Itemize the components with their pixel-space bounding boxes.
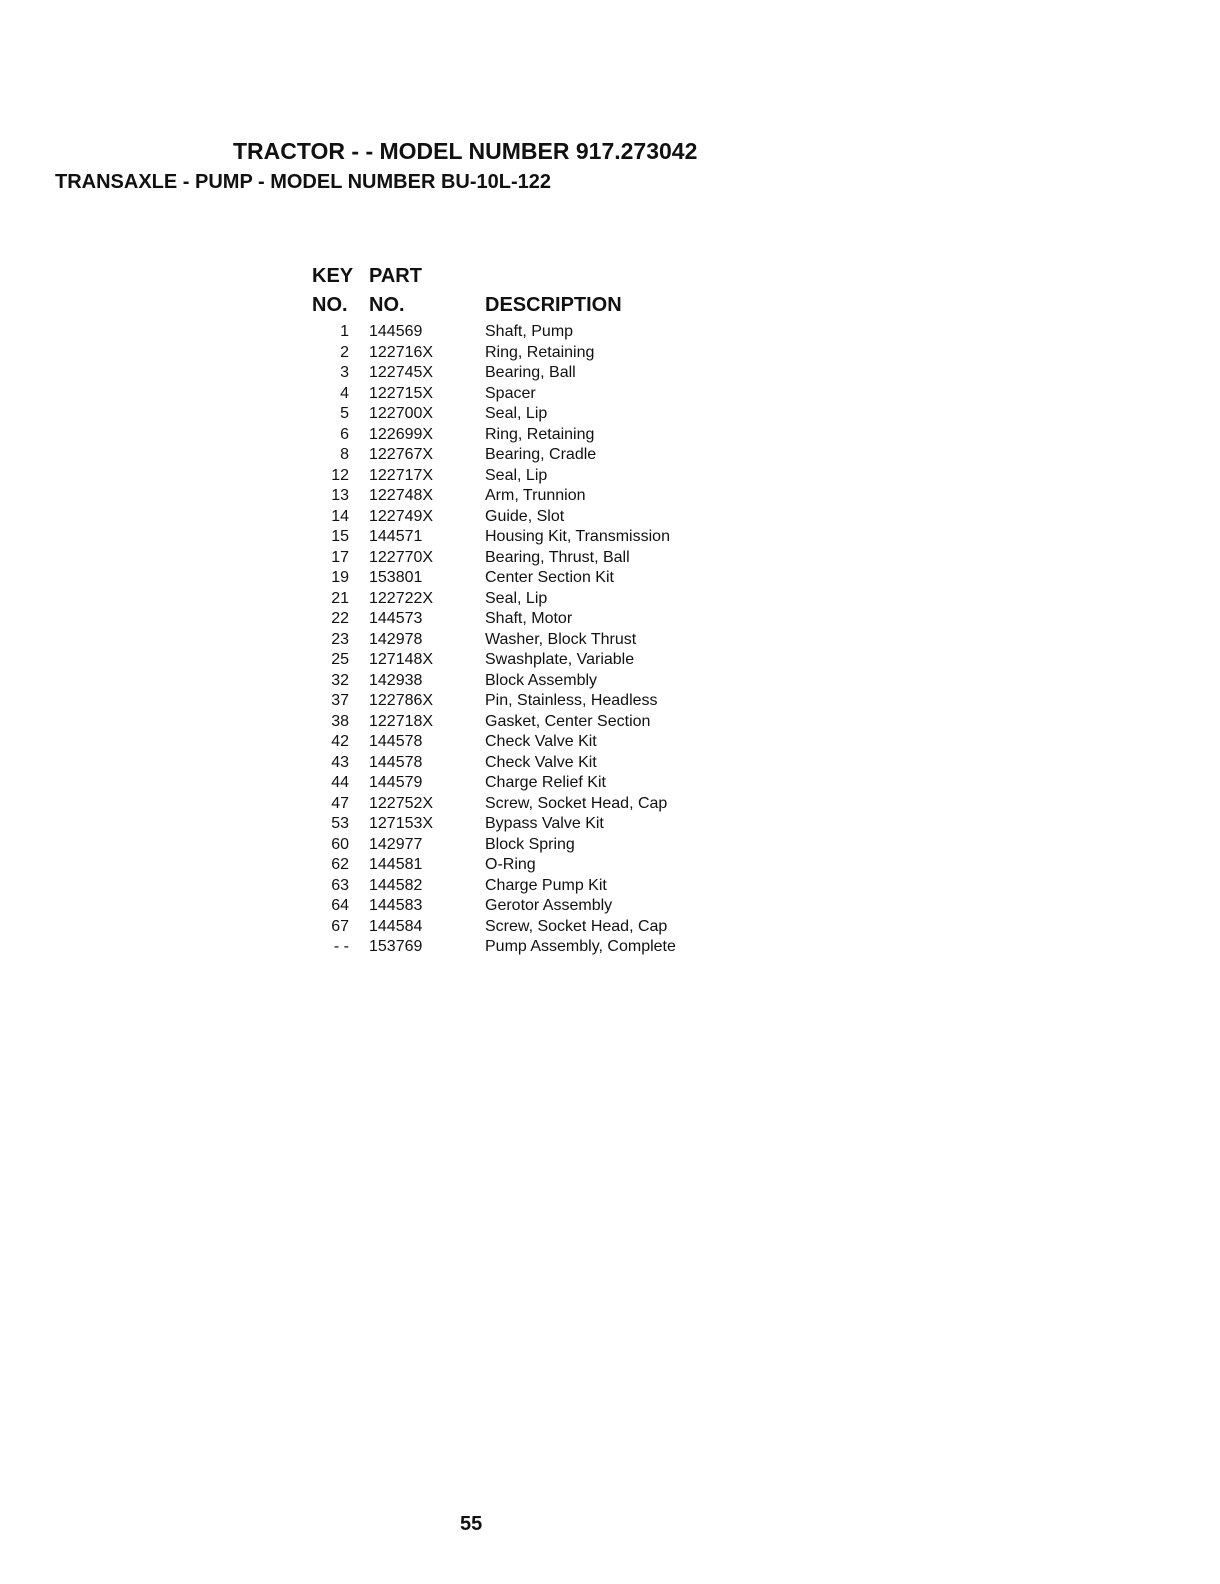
part-description: Bearing, Cradle	[485, 446, 597, 463]
key-number: 15	[331, 528, 349, 545]
part-number: 153801	[369, 569, 423, 586]
header-description: DESCRIPTION	[485, 294, 622, 316]
part-number: 122748X	[369, 487, 434, 504]
header-part-line2: NO.	[369, 294, 405, 316]
part-number: 122722X	[369, 589, 434, 607]
table-row	[300, 363, 760, 384]
part-description: Bearing, Thrust, Ball	[485, 548, 630, 566]
part-description: Seal, Lip	[485, 405, 548, 422]
part-description: Arm, Trunnion	[485, 487, 586, 504]
part-number: 122699X	[369, 425, 434, 443]
part-description: Center Section Kit	[485, 569, 614, 586]
table-row	[300, 671, 760, 692]
key-number: 62	[331, 856, 349, 873]
table-row	[300, 773, 760, 794]
part-description: O-Ring	[485, 856, 536, 873]
part-description: Shaft, Motor	[485, 610, 573, 627]
key-number: 6	[340, 425, 349, 443]
header-key-line2: NO.	[312, 294, 348, 316]
table-row	[300, 322, 760, 343]
parts-rows	[300, 322, 760, 958]
key-number: 13	[331, 487, 349, 504]
key-number: 12	[331, 466, 349, 484]
key-number: 3	[340, 364, 349, 381]
table-row	[300, 548, 760, 569]
table-row	[300, 609, 760, 630]
key-number: 42	[331, 733, 349, 750]
part-description: Pin, Stainless, Headless	[485, 692, 658, 709]
key-number: 22	[331, 610, 349, 627]
part-number: 122767X	[369, 446, 434, 463]
part-number: 142977	[369, 835, 423, 853]
part-description: Charge Pump Kit	[485, 876, 607, 894]
part-description: Spacer	[485, 384, 536, 402]
key-number: 53	[331, 815, 349, 832]
table-row	[300, 343, 760, 364]
part-number: 122715X	[369, 384, 434, 402]
key-number: 14	[331, 507, 349, 525]
part-number: 144578	[369, 753, 423, 771]
table-row	[300, 568, 760, 589]
part-number: 144573	[369, 610, 423, 627]
part-number: 127153X	[369, 815, 434, 832]
key-number: 2	[340, 343, 349, 361]
key-number: 67	[331, 917, 349, 935]
part-number: 122786X	[369, 692, 434, 709]
part-number: 144579	[369, 774, 423, 791]
key-number: 64	[331, 897, 349, 914]
table-row	[300, 650, 760, 671]
part-description: Swashplate, Variable	[485, 651, 635, 668]
key-number: 19	[331, 569, 349, 586]
key-number: 17	[331, 548, 349, 566]
key-number: 4	[340, 384, 349, 402]
header-key-line1: KEY	[312, 265, 354, 287]
part-description: Block Assembly	[485, 671, 598, 689]
table-row	[300, 876, 760, 897]
part-description: Gasket, Center Section	[485, 712, 651, 730]
part-number: 144569	[369, 323, 423, 340]
key-number: 5	[340, 405, 349, 422]
key-number: 63	[331, 876, 349, 894]
part-description: Guide, Slot	[485, 507, 565, 525]
table-row	[300, 507, 760, 528]
table-row	[300, 712, 760, 733]
page-title: TRACTOR - - MODEL NUMBER 917.273042	[233, 138, 698, 164]
table-row	[300, 937, 760, 958]
table-row	[300, 486, 760, 507]
part-description: Bypass Valve Kit	[485, 815, 604, 832]
table-row	[300, 814, 760, 835]
table-row	[300, 589, 760, 610]
part-number: 122752X	[369, 794, 434, 812]
part-number: 144583	[369, 897, 423, 914]
part-description: Ring, Retaining	[485, 343, 595, 361]
part-number: 122749X	[369, 507, 434, 525]
part-description: Screw, Socket Head, Cap	[485, 794, 668, 812]
table-row	[300, 527, 760, 548]
part-description: Housing Kit, Transmission	[485, 528, 670, 545]
key-number: 1	[340, 323, 349, 340]
part-description: Screw, Socket Head, Cap	[485, 917, 668, 935]
part-number: 122718X	[369, 712, 434, 730]
part-description: Washer, Block Thrust	[485, 630, 637, 648]
part-number: 127148X	[369, 651, 434, 668]
part-description: Charge Relief Kit	[485, 774, 606, 791]
key-number: 25	[331, 651, 349, 668]
table-row	[300, 732, 760, 753]
table-row	[300, 445, 760, 466]
key-number: 47	[331, 794, 349, 812]
part-number: 122745X	[369, 364, 434, 381]
part-number: 153769	[369, 938, 423, 955]
header-part-line1: PART	[369, 265, 422, 287]
part-number: 122770X	[369, 548, 434, 566]
part-number: 144571	[369, 528, 423, 545]
table-row	[300, 630, 760, 651]
table-row	[300, 855, 760, 876]
part-description: Block Spring	[485, 835, 575, 853]
part-number: 144582	[369, 876, 423, 894]
table-row	[300, 917, 760, 938]
part-description: Ring, Retaining	[485, 425, 595, 443]
part-description: Shaft, Pump	[485, 323, 574, 340]
table-row	[300, 384, 760, 405]
table-row	[300, 466, 760, 487]
table-row	[300, 425, 760, 446]
part-number: 144584	[369, 917, 423, 935]
table-row	[300, 404, 760, 425]
part-description: Check Valve Kit	[485, 733, 597, 750]
key-number: 43	[331, 753, 349, 771]
page-subtitle: TRANSAXLE - PUMP - MODEL NUMBER BU-10L-122	[55, 171, 551, 193]
page-number: 55	[460, 1513, 483, 1535]
part-description: Bearing, Ball	[485, 364, 576, 381]
table-row	[300, 896, 760, 917]
key-number: 60	[331, 835, 349, 853]
part-description: Gerotor Assembly	[485, 897, 613, 914]
part-number: 142978	[369, 630, 423, 648]
part-number: 144581	[369, 856, 423, 873]
part-description: Seal, Lip	[485, 589, 548, 607]
key-number: 44	[331, 774, 349, 791]
table-row	[300, 691, 760, 712]
part-number: 122716X	[369, 343, 434, 361]
key-number: 21	[331, 589, 349, 607]
key-number: 8	[340, 446, 349, 463]
table-row	[300, 794, 760, 815]
table-row	[300, 753, 760, 774]
key-number: 32	[331, 671, 349, 689]
part-number: 144578	[369, 733, 423, 750]
key-number: - -	[333, 938, 349, 955]
key-number: 37	[331, 692, 349, 709]
key-number: 38	[331, 712, 349, 730]
part-description: Check Valve Kit	[485, 753, 597, 771]
part-number: 142938	[369, 671, 423, 689]
table-row	[300, 835, 760, 856]
part-number: 122700X	[369, 405, 434, 422]
part-description: Seal, Lip	[485, 466, 548, 484]
key-number: 23	[331, 630, 349, 648]
part-description: Pump Assembly, Complete	[485, 938, 676, 955]
part-number: 122717X	[369, 466, 434, 484]
